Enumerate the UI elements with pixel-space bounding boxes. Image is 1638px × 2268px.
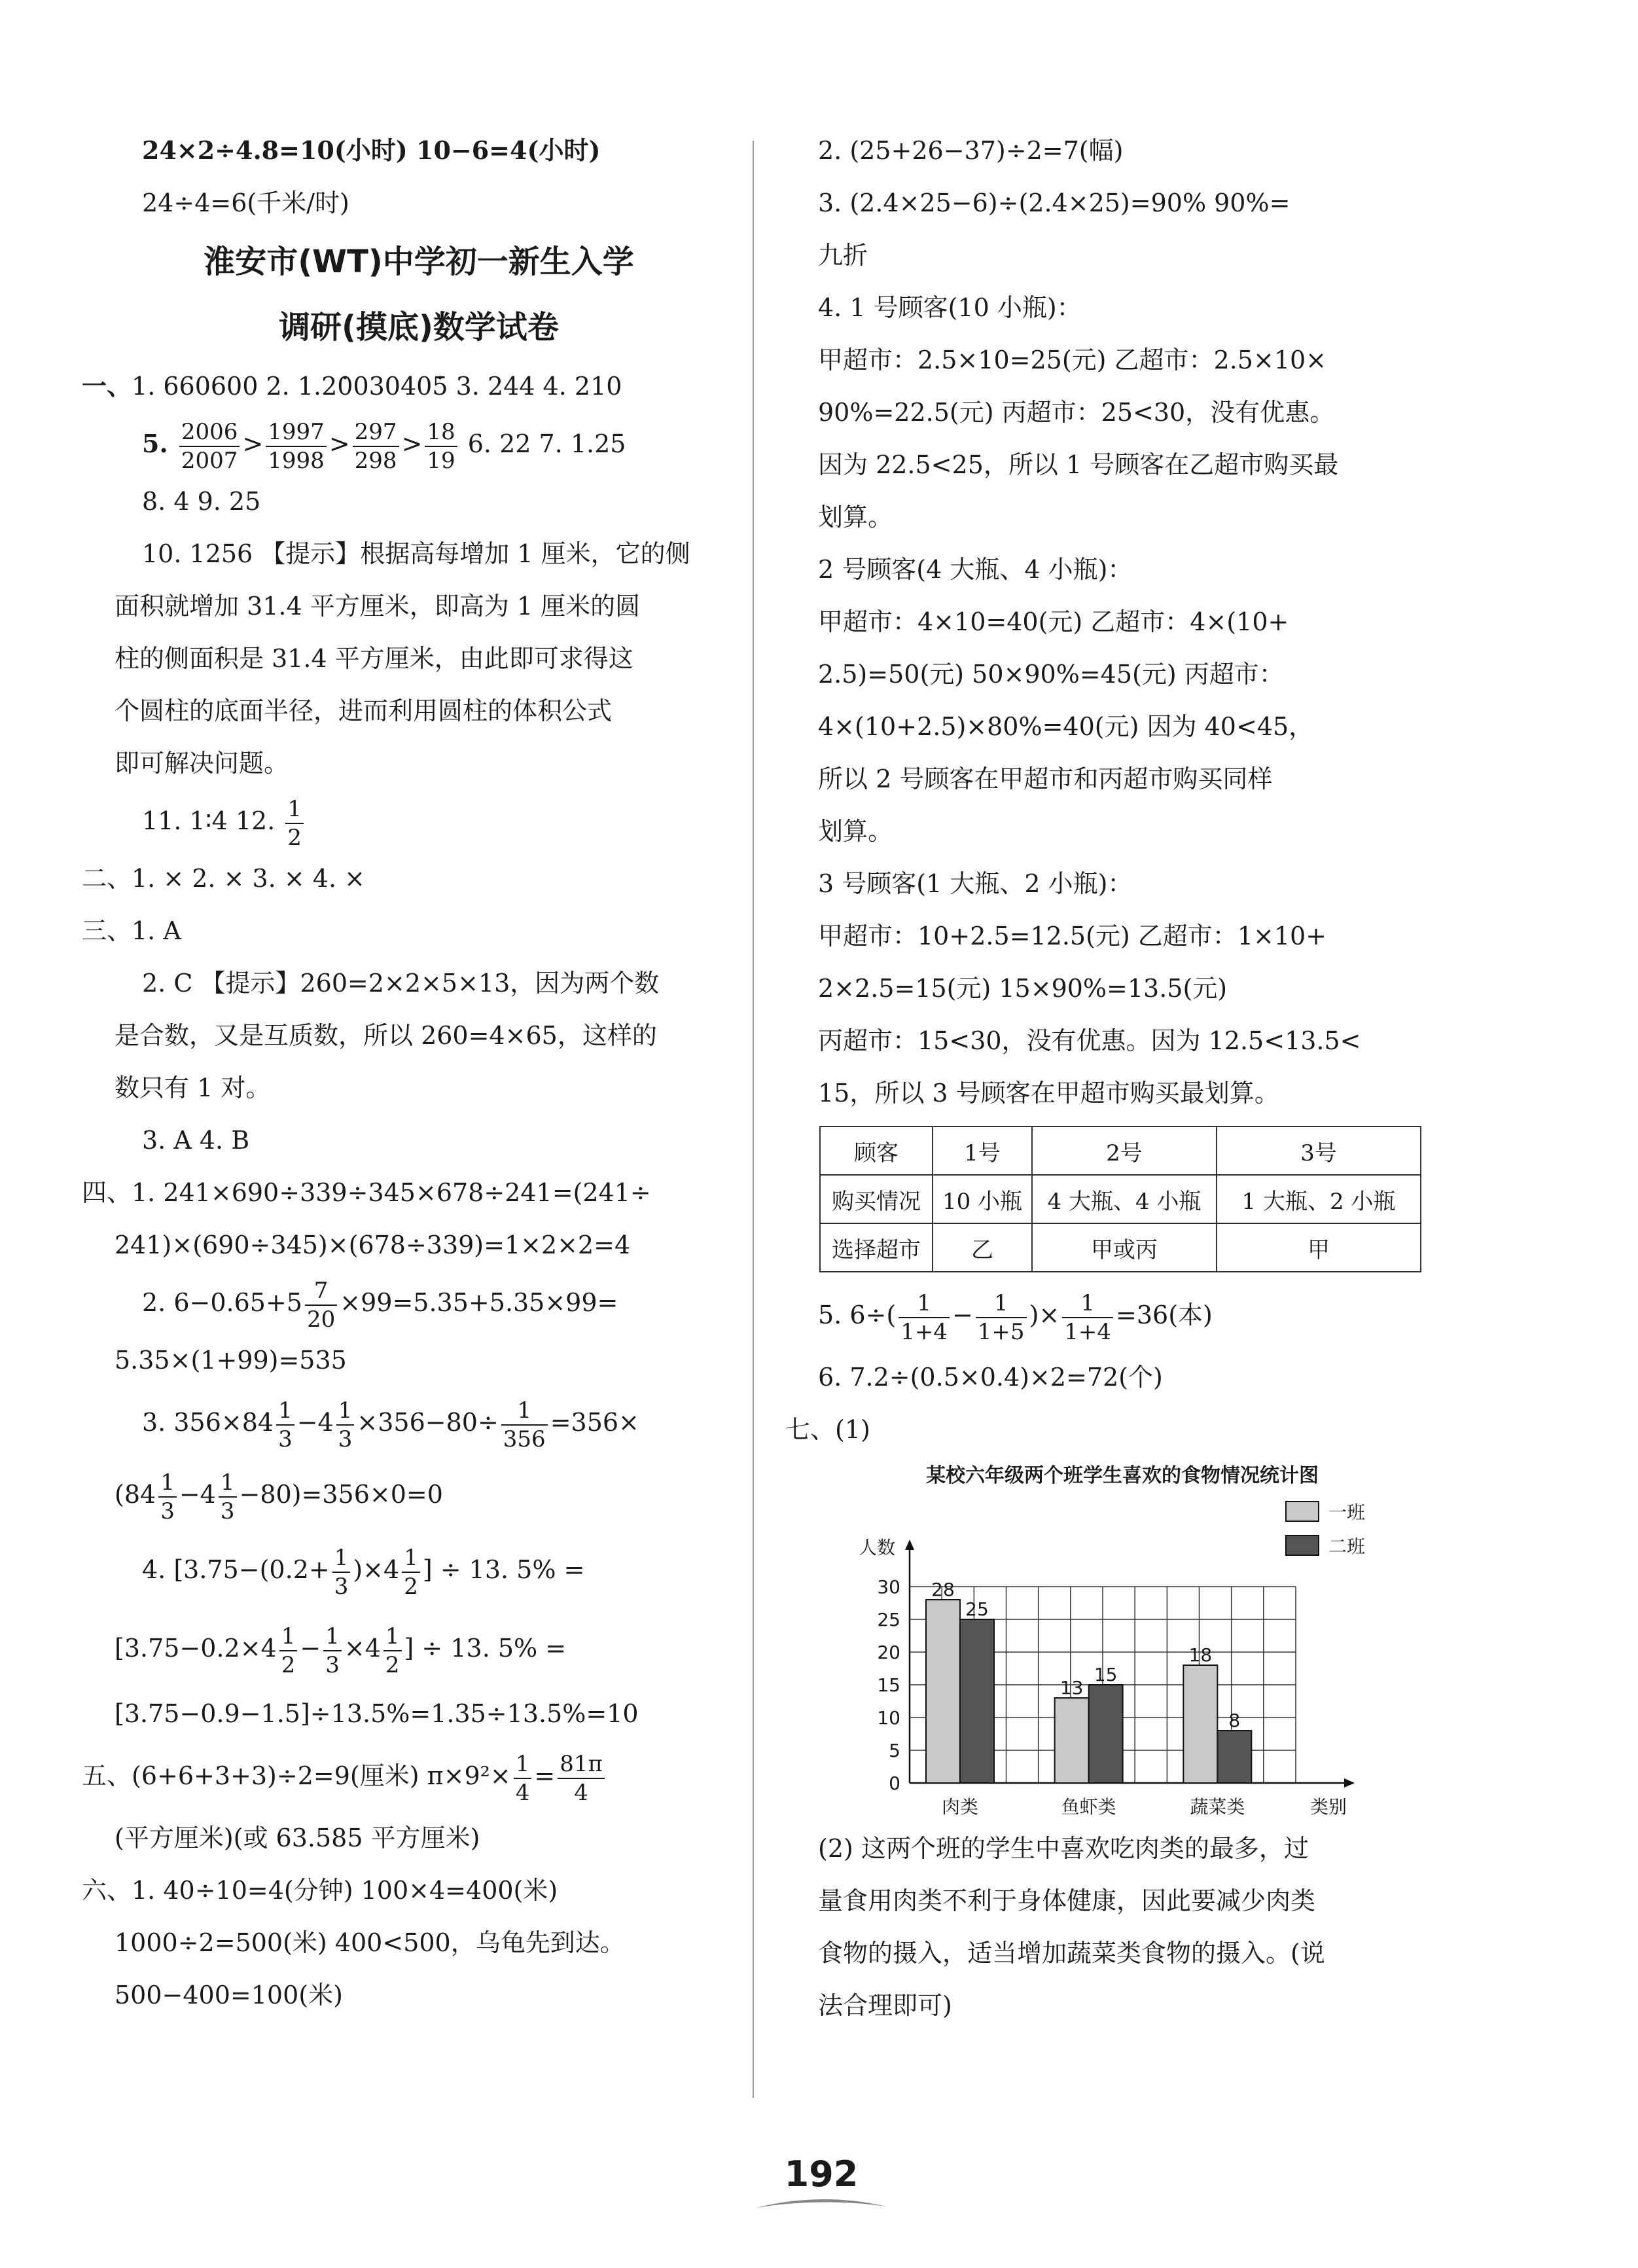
bar-value-label: 18 [1188,1644,1213,1666]
sec3-line1: 三、1. A [82,916,181,945]
fraction-1997-1998: $\frac{1997}{1998}$ [266,421,327,472]
exam-title-line1: 淮安市(WT)中学初一新生入学 [204,243,634,280]
bar-value-label: 8 [1228,1710,1241,1731]
y-tick-label: 10 [877,1707,900,1729]
right-q2: 2. (25+26−37)÷2=7(幅) [818,136,1124,165]
x-axis-label: 类别 [1309,1796,1347,1818]
q7-part2-line2: 量食用肉类不利于身体健康，因此要减少肉类 [818,1886,1316,1915]
table-cell: 10 小瓶 [933,1175,1032,1223]
table-cell: 甲 [1217,1223,1421,1272]
customer2-line5: 划算。 [818,817,893,846]
sec6-line1: 六、1. 40÷10=4(分钟) 100×4=400(米) [82,1876,558,1905]
food-bar-chart [818,1456,1427,1822]
table-cell: 购买情况 [820,1175,933,1223]
sec4-q1-line1: 四、1. 241×690÷339÷345×678÷241=(241÷ [82,1178,651,1207]
sec1-q10-line4: 个圆柱的底面半径，进而利用圆柱的体积公式 [115,696,613,725]
table-cell: 乙 [933,1223,1032,1272]
bar-value-label: 25 [965,1598,989,1620]
fraction-1-3-d: $\frac{1}{3}$ [219,1471,237,1522]
fraction-7-20: $\frac{7}{20}$ [305,1280,337,1331]
fraction-1-3-a: $\frac{1}{3}$ [276,1399,294,1450]
y-tick-label: 25 [877,1609,900,1630]
supermarket-table [819,1126,1421,1272]
bar-一班 [1183,1665,1217,1783]
fraction-1-2-a: $\frac{1}{2}$ [402,1547,420,1598]
column-divider [753,141,754,2098]
bar-value-label: 28 [931,1579,955,1600]
right-q3-line1: 3. (2.4×25−6)÷(2.4×25)=90% 90%= [818,189,1291,217]
page-number: 192 [749,2153,893,2214]
table-row [820,1175,1421,1223]
fraction-1-1plus4-a: $\frac{1}{1+4}$ [899,1292,950,1343]
fraction-1-4: $\frac{1}{4}$ [514,1753,532,1804]
y-axis-label: 人数 [858,1537,896,1558]
bar-二班 [1217,1731,1251,1783]
fraction-1-3-b: $\frac{1}{3}$ [336,1399,355,1450]
bar-value-label: 13 [1059,1677,1084,1699]
table-cell: 4 大瓶、4 小瓶 [1032,1175,1217,1223]
x-tick-label: 肉类 [941,1796,979,1818]
sec3-q2-line1: 2. C 【提示】260=2×2×5×13，因为两个数 [142,969,660,998]
exam-title-line2: 调研(摸底)数学试卷 [279,309,559,346]
right-q4: 4. 1 号顾客(10 小瓶)： [818,293,1082,322]
customer3-line2: 2×2.5=15(元) 15×90%=13.5(元) [818,974,1228,1003]
fraction-81pi-4: $\frac{81\pi}{4}$ [558,1753,605,1804]
sec4-q2-line2: 5.35×(1+99)=535 [115,1346,347,1375]
table-row [820,1223,1421,1272]
right-q6: 6. 7.2÷(0.5×0.4)×2=72(个) [818,1363,1163,1392]
x-axis-arrow-icon [1344,1778,1355,1788]
y-tick-label: 0 [889,1773,900,1794]
q7-part2-line1: (2) 这两个班的学生中喜欢吃肉类的最多，过 [818,1834,1309,1863]
sec1-line-fractions: 5. $\frac{2006}{2007}$ > $\frac{1997}{1998}$ > $\frac{297}{298}$ > $\frac{18}{19}$ 6. 22 7. 1.25 [142,418,626,474]
fraction-1-2-b: $\frac{1}{2}$ [279,1625,298,1676]
sec1-q11-12: 11. 1∶4 12. $\frac{1}{2}$ [115,789,723,852]
table-cell: 3号 [1217,1126,1421,1175]
sec1-q10-line3: 柱的侧面积是 31.4 平方厘米，由此即可求得这 [115,644,633,673]
left-column [82,124,723,2021]
bar-一班 [1055,1698,1089,1783]
sec1-q10-line1: 10. 1256 【提示】根据高每增加 1 厘米，它的侧 [142,539,690,568]
fraction-1-356: $\frac{1}{356}$ [501,1399,548,1450]
table-cell: 1 大瓶、2 小瓶 [1217,1175,1421,1223]
table-cell: 2号 [1032,1126,1217,1175]
q7-part2-line4: 法合理即可) [818,1991,952,2020]
customer1-line1: 甲超市：2.5×10=25(元) 乙超市：2.5×10× [818,346,1327,374]
customer1-line4: 划算。 [818,503,893,531]
sec1-line-89: 8. 4 9. 25 [142,487,261,516]
table-row [820,1126,1421,1175]
sec4-q1-line2: 241)×(690÷345)×(678÷339)=1×2×2=4 [115,1231,631,1259]
customer3-head: 3 号顾客(1 大瓶、2 小瓶)： [818,869,1133,898]
table-cell: 选择超市 [820,1223,933,1272]
sec3-q2-line3: 数只有 1 对。 [115,1073,271,1102]
customer1-line3: 因为 22.5<25，所以 1 号顾客在乙超市购买最 [818,450,1339,479]
customer2-line2: 2.5)=50(元) 50×90%=45(元) 丙超市： [818,660,1284,689]
fraction-1-3-e: $\frac{1}{3}$ [332,1547,351,1598]
fraction-18-19: $\frac{18}{19}$ [425,421,457,472]
table-cell: 甲或丙 [1032,1223,1217,1272]
customer3-line4: 15，所以 3 号顾客在甲超市购买最划算。 [818,1079,1279,1107]
right-column [785,124,1427,2032]
customer2-head: 2 号顾客(4 大瓶、4 小瓶)： [818,555,1133,584]
sec6-line3: 500−400=100(米) [115,1981,343,2009]
fraction-1-2: $\frac{1}{2}$ [285,798,304,849]
legend-swatch [1286,1502,1319,1521]
y-tick-label: 20 [877,1642,900,1663]
bar-二班 [1089,1685,1123,1783]
bar-二班 [960,1619,994,1783]
fraction-2006-2007: $\frac{2006}{2007}$ [179,421,240,472]
right-q3-line2: 九折 [818,241,868,270]
sec3-q2-line2: 是合数，又是互质数，所以 260=4×65，这样的 [115,1021,657,1050]
customer3-line3: 丙超市：15<30，没有优惠。因为 12.5<13.5< [818,1026,1361,1055]
left-q6-line2: 24÷4=6(千米/时) [142,189,349,217]
q7-part2-line3: 食物的摄入，适当增加蔬菜类食物的摄入。(说 [818,1939,1325,1968]
y-tick-label: 30 [877,1576,900,1598]
sec5-line1: 五、(6+6+3+3)÷2=9(厘米) π×9²× $\frac{1}{4}$ = $\frac{81\pi}{4}$ [82,1740,723,1812]
sec3-q34: 3. A 4. B [142,1126,250,1155]
fraction-1-1plus5: $\frac{1}{1+5}$ [976,1292,1027,1343]
customer2-line4: 所以 2 号顾客在甲超市和丙超市购买同样 [818,765,1273,793]
sec4-q3-line2: (84 $\frac{1}{3}$ −4 $\frac{1}{3}$ −80)=356×0=0 [115,1469,443,1524]
fraction-297-298: $\frac{297}{298}$ [353,421,399,472]
right-q7: 七、(1) [785,1415,870,1444]
chart-title: 某校六年级两个班学生喜欢的食物情况统计图 [926,1464,1319,1487]
sec5-line2: (平方厘米)(或 63.585 平方厘米) [115,1824,480,1852]
customer1-line2: 90%=22.5(元) 丙超市：25<30，没有优惠。 [818,398,1335,427]
sec1-line1: 一、1. 660600 2. 1.20 ·030405 · 3. 244 4. 210 [82,360,723,412]
legend-label: 二班 [1328,1536,1366,1557]
page-number-swoosh-icon [749,2195,893,2214]
fraction-1-2-c: $\frac{1}{2}$ [383,1625,402,1676]
sec2-line: 二、1. × 2. × 3. × 4. × [82,864,365,893]
table-cell: 1号 [933,1126,1032,1175]
customer2-line1: 甲超市：4×10=40(元) 乙超市：4×(10+ [818,607,1289,636]
sec4-q4-line1: 4. [3.75−(0.2+ $\frac{1}{3}$ )×4 $\frac{1}{2}$ ] ÷ 13. 5% = [142,1544,585,1600]
fraction-1-3-c: $\frac{1}{3}$ [158,1471,177,1522]
left-q6-line1: 24×2÷4.8=10(小时) 10−6=4(小时) [142,135,601,165]
sec4-q4-line2: [3.75−0.2×4 $\frac{1}{2}$ − $\frac{1}{3}$ ×4 $\frac{1}{2}$ ] ÷ 13. 5% = [115,1623,567,1678]
customer3-line1: 甲超市：10+2.5=12.5(元) 乙超市：1×10+ [818,922,1327,950]
sec4-q2-line1: 2. 6−0.65+5 $\frac{7}{20}$ ×99=5.35+5.35×99= [142,1277,618,1333]
table-cell: 顾客 [820,1126,933,1175]
fraction-1-3-f: $\frac{1}{3}$ [323,1625,342,1676]
fraction-1-1plus4-b: $\frac{1}{1+4}$ [1062,1292,1113,1343]
bar-value-label: 15 [1094,1664,1118,1685]
sec1-q10-line2: 面积就增加 31.4 平方厘米，即高为 1 厘米的圆 [115,592,641,621]
right-q5: 5. 6÷( $\frac{1}{1+4}$ − $\frac{1}{1+5}$ )× $\frac{1}{1+4}$ =36(本) [818,1289,1213,1345]
customer2-line3: 4×(10+2.5)×80%=40(元) 因为 40<45， [818,712,1314,741]
sec4-q4-line3: [3.75−0.9−1.5]÷13.5%=1.35÷13.5%=10 [115,1699,639,1728]
y-tick-label: 5 [889,1740,900,1761]
x-tick-label: 蔬菜类 [1190,1796,1245,1818]
sec4-q3-line1: 3. 356×84 $\frac{1}{3}$ −4 $\frac{1}{3}$ ×356−80÷ $\frac{1}{356}$ =356× [142,1397,639,1452]
legend-swatch [1286,1536,1319,1555]
x-tick-label: 鱼虾类 [1061,1796,1116,1818]
y-axis-arrow-icon [905,1539,914,1550]
sec6-line2: 1000÷2=500(米) 400<500，乌龟先到达。 [115,1928,625,1957]
bar-一班 [926,1600,960,1783]
y-tick-label: 15 [877,1674,900,1696]
legend-label: 一班 [1328,1502,1366,1523]
sec1-q10-line5: 即可解决问题。 [115,749,289,778]
